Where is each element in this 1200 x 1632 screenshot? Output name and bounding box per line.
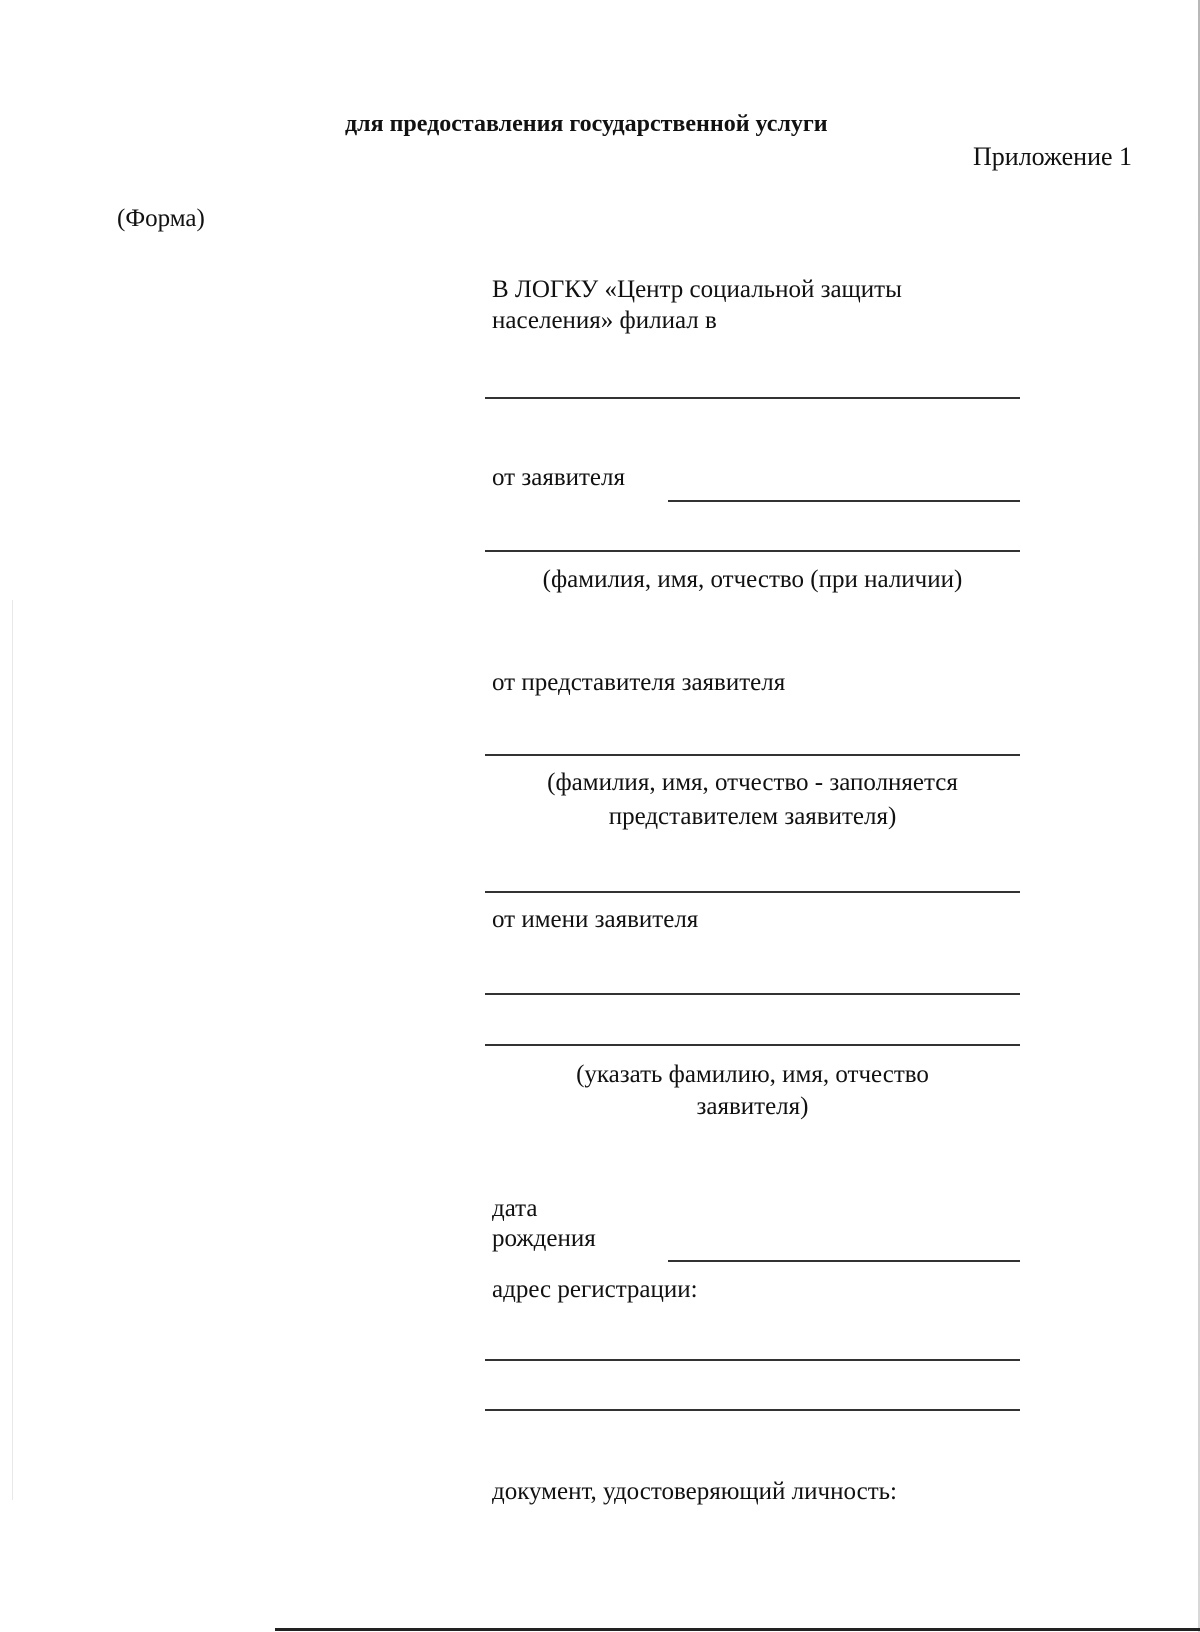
applicant-full-name-hint-line-2: заявителя) xyxy=(696,1093,809,1120)
applicant-full-name-hint-line-1: (указать фамилию, имя, отчество xyxy=(576,1061,929,1088)
on-behalf-name-field-2[interactable] xyxy=(485,1044,1020,1046)
bottom-page-rule xyxy=(275,1628,1200,1631)
birth-date-field[interactable] xyxy=(668,1260,1020,1262)
applicant-name-field-1[interactable] xyxy=(668,500,1020,502)
birth-date-label-line-1: дата xyxy=(492,1195,538,1222)
from-applicant-label: от заявителя xyxy=(492,464,625,491)
applicant-name-hint: (фамилия, имя, отчество (при наличии) xyxy=(542,566,963,593)
form-label: (Форма) xyxy=(117,205,205,232)
recipient-line-2: населения» филиал в xyxy=(492,307,717,334)
representative-hint-line-2: представителем заявителя) xyxy=(608,803,897,830)
representative-extra-field[interactable] xyxy=(485,891,1020,893)
on-behalf-of-label: от имени заявителя xyxy=(492,906,699,933)
registration-address-label: адрес регистрации: xyxy=(492,1276,698,1303)
header-title: для предоставления государственной услуги xyxy=(345,111,828,137)
appendix-label: Приложение 1 xyxy=(973,142,1133,171)
from-representative-label: от представителя заявителя xyxy=(492,669,786,696)
identity-document-label: документ, удостоверяющий личность: xyxy=(492,1478,897,1505)
branch-name-field[interactable] xyxy=(485,397,1020,399)
registration-address-field-1[interactable] xyxy=(485,1359,1020,1361)
birth-date-label-line-2: рождения xyxy=(492,1225,596,1252)
representative-hint-line-1: (фамилия, имя, отчество - заполняется xyxy=(547,769,958,796)
applicant-name-field-2[interactable] xyxy=(485,550,1020,552)
recipient-line-1: В ЛОГКУ «Центр социальной защиты xyxy=(492,276,902,303)
registration-address-field-2[interactable] xyxy=(485,1409,1020,1411)
representative-name-field[interactable] xyxy=(485,754,1020,756)
on-behalf-name-field-1[interactable] xyxy=(485,993,1020,995)
scan-edge-left xyxy=(12,600,13,1500)
